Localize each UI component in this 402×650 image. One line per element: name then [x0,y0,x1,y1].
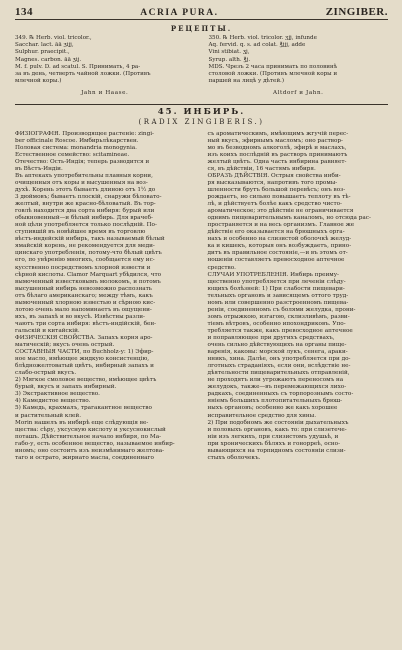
text-line: и растительный клей. [15,412,82,419]
text-line: изъ коихъ послѣдній въ растворъ принимаютъ [207,151,348,158]
running-head [15,6,388,20]
text-line: съ ароматическимъ, имѣющимъ жгучій перес- [207,130,349,137]
text-line: ся, въ дѣйствіи, 16 частямъ инбиря. [207,165,316,172]
text-line: ФИЗИЧЕСКІЯ СВОЙСТВА. Запахъ корня аро- [15,334,153,341]
text-line: ароматическое; это дѣйствіе не ограничивается [207,208,354,215]
text-line: цинскаго употребленія, потому-что бѣлый цвѣтъ [15,250,162,257]
text-line: ный вкусъ, эфирнымъ масломъ; оно раствор- [207,137,343,144]
text-line: Magnes. carbon. āā ʒij. [15,56,82,63]
text-line: дѣйствіе его оказывается на брюшныхъ орга- [207,229,345,236]
text-line: яніемъ большихъ плотопитательныхъ брюш- [207,398,343,405]
text-line: Syrup. alth. ℥j. [208,56,251,63]
text-line: говлѣ находится два сорта инбиря: бурый или [15,208,155,215]
text-line: за въ день, четверть чайной ложки. (Противъ [15,71,151,78]
text-line: обыкновенный—и бѣлый инбирь. Для врачеб- [15,215,153,222]
text-line: млечной коры.) [15,78,62,85]
text-line: его, по увѣренію многихъ, сообщается ему ис- [15,257,155,264]
text-line: ніи изъ легкихъ, при слизистомъ удушьѣ, и [207,433,339,440]
text-line: 350. ℞ Herb. viol. tricolor. ʒjj, infunde [208,35,317,41]
recipe-left-lines [15,35,195,85]
recipes-title: РЕЦЕПТЫ. [170,24,233,33]
text-line: 5) Камедь, крахмалъ, трагакантное вещество [15,405,152,412]
text-line: вымоченный хлорною известью и сѣрною кис- [15,299,156,306]
text-line: 3 дюймовъ; бываетъ плоскій, снаружи бѣловато- [15,194,162,201]
text-line: пространяется и на весь организмъ. Главное же [207,222,355,229]
text-line: тіемъ вѣтровъ, особенно ипохондриковъ. Упо- [207,320,346,327]
text-line: кусственно посредствомъ хлорной извести и [15,264,151,271]
text-line: СЛУЧАИ УПОТРЕБЛЕНІЯ. Инбирь преиму- [207,271,339,278]
recipe-left [15,35,195,98]
text-line: 4) Камедистое вещество. [15,398,91,405]
text-line: ное масло, имѣющее жидкую консистенцію, [15,356,150,363]
text-line: ихъ, въ запахѣ и во вкусѣ. Извѣстны разли- [15,313,145,320]
text-line: Aq. fervid. q. s. ad colat. ℥jjj, adde [208,42,306,49]
text-line: ОБРАЗЪ ДѢЙСТВІЯ. Острыя свойства инби- [207,172,341,179]
text-line: однимъ пищеварительнымъ каналомъ, но отсюда рас- [207,215,371,222]
text-line: желудокъ, также—въ перемежающихся лихо- [207,384,347,391]
text-line: ступившій въ новѣйшее время въ торговлю [15,229,146,236]
text-line: рождаетъ, но сильно повышаетъ теплоту въ тѣ- [207,194,351,201]
text-line: бурый, вкусъ и запахъ инбирный. [15,384,117,391]
text-line: вымоченный известковымъ молокомъ, и потомъ [15,278,161,285]
text-line: зомъ отрыжкою, изгагою, склизливѣмъ, разви- [207,313,350,320]
text-line: дитъ въ правильное состояніе,—и въ этомъ от- [207,250,348,257]
text-line: СОСТАВНЫЯ ЧАСТИ, по Buchholz-у: 1) Эфир- [15,349,154,356]
text-line: стыхъ оболочекъ. [207,454,261,461]
text-line: вывающихся на торпидномъ состояніи слизи- [207,447,346,454]
text-line: тельныхъ органовъ и зависящемъ оттого труд- [207,292,349,299]
text-line: желтый цвѣтъ. Одна часть инбирина равняет- [207,158,347,165]
recipe-right-signature: Altdorf и Jahn. [272,90,324,97]
text-line: матическій; вкусъ очень острый. [15,342,115,349]
text-line: M. f. pulv. D. ad scatul. S. Принимать, 4 ра- [15,63,141,70]
text-line: Morin нашелъ въ инбирѣ еще слѣдующія ве- [15,419,149,426]
text-line: ныхъ органовъ; особенно же какъ хорошее [207,405,338,412]
text-line: Sulphur. praecipit., [15,49,70,56]
text-line: лготныхъ страданіяхъ, если они, вслѣдствіе не- [207,363,351,370]
text-line: щества: сѣру, уксусную кислоту и уксуснокислый [15,426,166,433]
text-line: лотою очень мало напоминаетъ въ ощущени- [15,306,152,313]
text-line: ямайскій корень, не рекомендуется для меди- [15,243,155,250]
text-line: шленности брутъ большой перевѣсъ; онъ воз- [207,187,346,193]
text-line: дѣятельности пищеварительныхъ отправленій, [207,370,350,377]
running-head-center: ACRIA PURA. [140,8,219,18]
text-line: ющихъ болѣзней: 1) При слабости пищевари- [207,285,345,292]
text-line: ка и кишекъ, которыя онъ возбуждаетъ, прино- [207,243,352,250]
running-head-right: ZINGIBER. [325,6,388,18]
text-line: реніи, соединенномъ съ болями желудка, прони- [207,306,356,313]
text-line: MDS. Чрезъ 2 часа принимать по половинѣ [208,63,338,70]
article-right-column [208,131,389,462]
text-line: габо-у, есть особенное вещество, называемое инбир- [15,440,175,447]
text-line: отъ бѣлаго американскаго; между тѣмъ, какъ [15,292,153,299]
text-line: 2) При подобномъ же состояніи дыхательныхъ [207,419,349,426]
text-line: блѣдножелтоватый цвѣтъ, инбирный запахъ и [15,363,154,370]
text-line: варенія, каковы: морской лукъ, сенега, араки- [207,349,348,356]
text-line: чаютъ три сорта инбиря: вѣстъ-индійскій, бен- [15,320,157,327]
article-title: 45. ИНБИРЬ. [157,106,246,117]
text-line: 2) Мягкое смоловое вещество, имѣющее цвѣтъ [15,377,157,384]
text-line: лѣ, и дѣйствуетъ болѣе какъ средство чисто- [207,201,342,208]
text-line: ФИЗІОГРАФІЯ. Производящее растеніе: zingi- [15,130,154,137]
divider-rule [15,104,388,105]
text-line: нахъ и особенно на слизистой оболочкѣ желуд- [207,236,352,243]
text-line: столовой ложки. (Противъ млечной коры и [208,71,338,78]
text-line: очень сильно дѣйствующихъ на органы пище- [207,342,347,349]
text-line: 349. ℞ Herb. viol. tricolor., [15,35,92,41]
text-line: сѣрной кислоты. Clamor Marquart убѣдился, что [15,271,162,278]
text-line: Въ аптекахъ употребительны плавныя корни, [15,172,153,179]
text-line: не проходятъ или угрожаютъ переносомъ на [207,377,344,384]
text-line: 3) Экстрактивное вещество. [15,391,100,398]
text-line: радкахъ, соединенныхъ съ торпорознымъ состо- [207,391,354,398]
text-line: поташъ. Дѣйствительное начало инбиря, по Ма- [15,433,162,440]
text-line: паршей на лицѣ у дѣтей.) [208,78,285,85]
text-line: ber officinale Roscoe. Имбирьлѣкарствен. [15,137,139,144]
text-line: требляется также, какъ превосходное аптечное [207,327,353,334]
recipe-right [209,35,389,98]
recipe-right-lines [209,35,389,85]
text-line: Половая система: monandria monogynia. [15,144,137,151]
text-line: очищенныя отъ коры и высушенныя на воз- [15,179,148,186]
text-line: гальскій и китайскій. [15,327,80,334]
text-line: ной цѣли употребляется только послѣдній. По- [15,222,157,229]
text-line: духѣ. Корень этотъ бываетъ длиною отъ 1½ до [15,187,156,193]
text-line: иномъ; оно состоитъ изъ неизмѣнимаго желтова- [15,447,165,454]
text-line: Vini stibiat. ʒj, [208,49,250,56]
text-line: высушенный инбирь невозможно распознать [15,285,152,292]
text-line: Отечество: Ость-Индія; теперь разводится и [15,158,150,165]
recipes-section [15,35,388,98]
text-line: щественно употребляется при леченіи слѣду- [207,278,346,285]
article-body [15,131,388,462]
text-line: слабо-острый вкусъ. [15,370,77,377]
text-line: и поправляющее при другихъ средствахъ, [207,334,335,341]
article-latin-name: (RADIX ZINGIBERIS.) [138,117,265,126]
text-line: мо въ безводномъ алкоголѣ, эфирѣ и маслахъ, [207,144,347,151]
text-line: желтый, внутри же красно-бѣловатый. Въ тор- [15,201,156,208]
text-line: и половыхъ органовъ, какъ то: при слизетече- [207,426,347,433]
text-line: вѣстъ-индейскій инбирь, такъ называемый бѣлый [15,236,165,243]
page-number: 134 [15,6,33,18]
text-line: средство. [207,264,236,271]
text-line: ношеніи составляетъ превосходное аптечное [207,257,345,264]
text-line: въ Вѣстъ-Индіи. [15,165,63,172]
text-line: при хроническихъ бѣляхъ и гонорреѣ, осно- [207,440,341,447]
text-line: исправительное средство для хины. [207,412,316,419]
text-line: номъ или совершенно разстроенномъ пищева- [207,299,349,306]
article-left-column [15,131,196,462]
text-line: таго и острато, жирнато масла, соединеннаго [15,454,154,461]
text-line: нникъ, хина. Далѣе, онъ употребляется при до- [207,356,351,363]
recipe-left-signature: Jahn и Haase. [81,90,129,97]
text-line: ря высказываются, напротивъ того промы- [207,179,338,186]
text-line: Sacchar. lact. āā ʒijj, [15,42,74,49]
text-line: Естественное семейство: scitamineae. [15,151,130,158]
